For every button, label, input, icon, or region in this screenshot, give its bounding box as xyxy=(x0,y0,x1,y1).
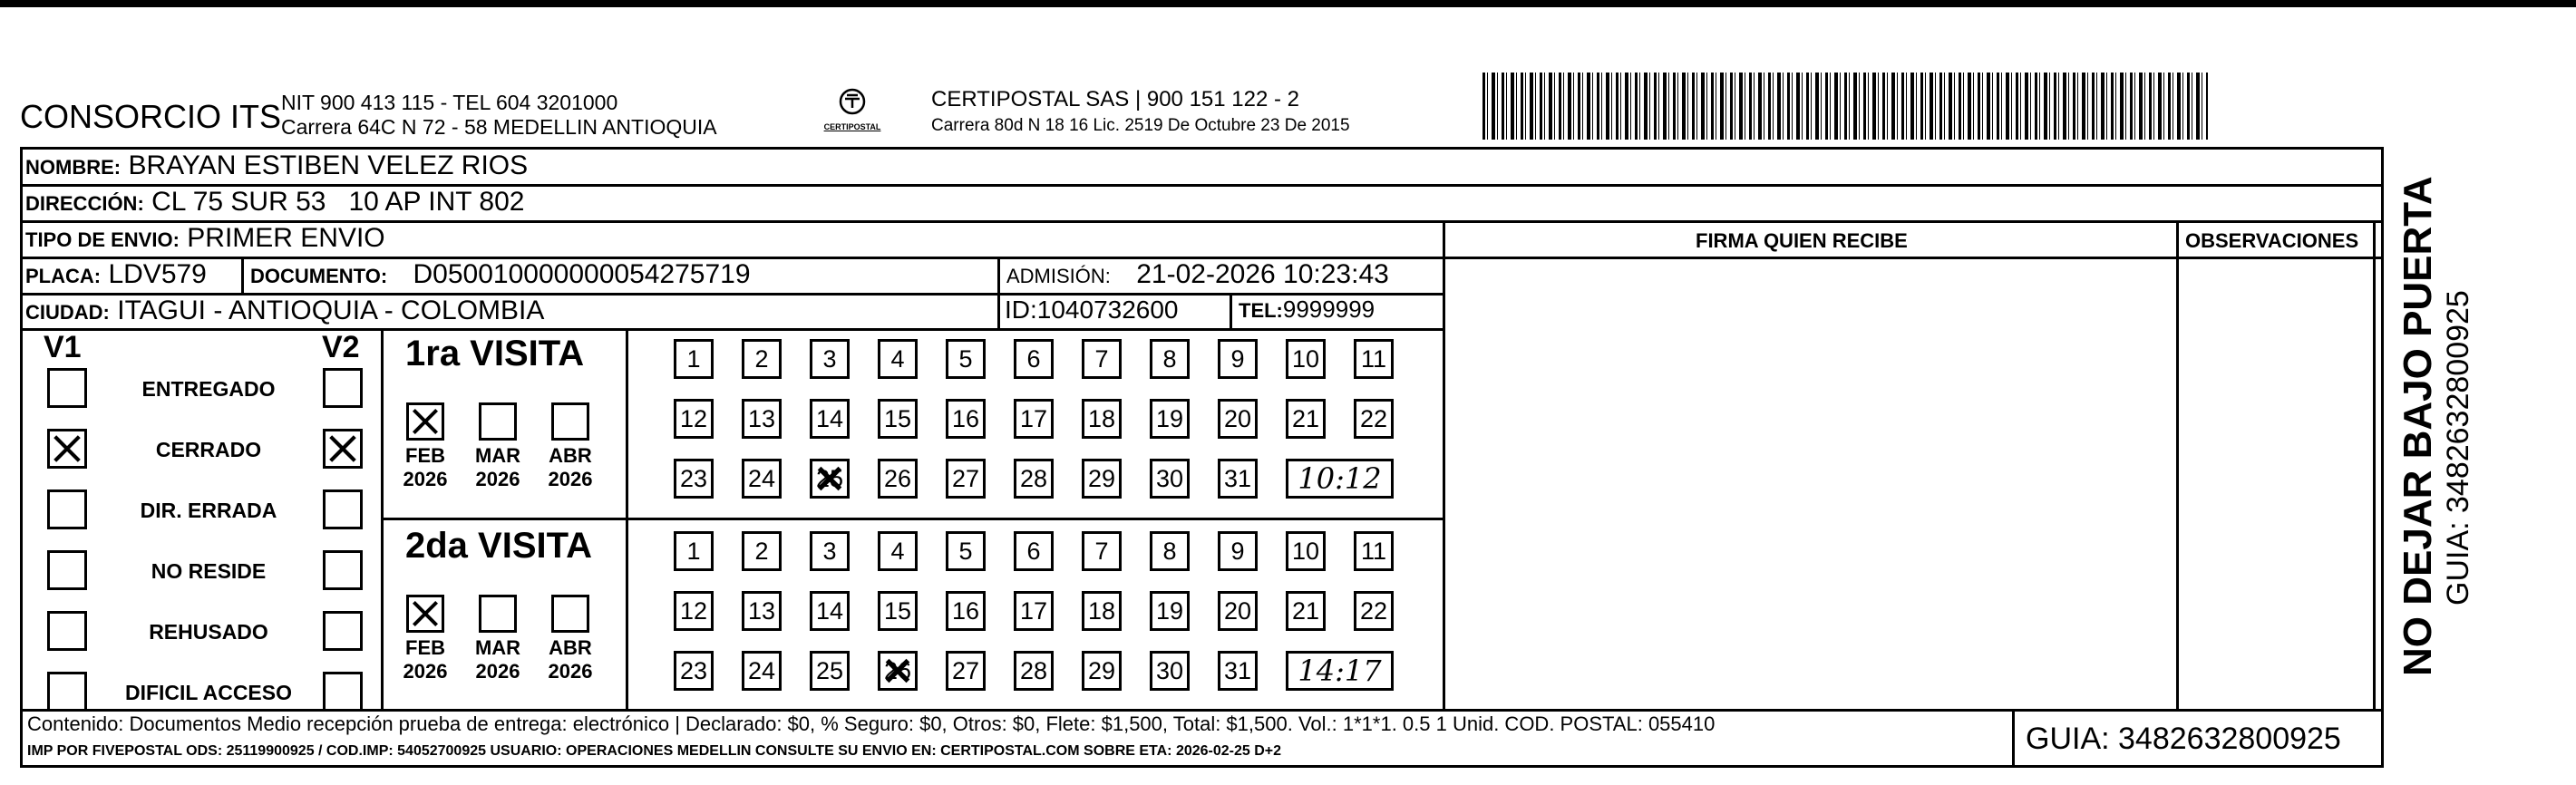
day-box[interactable]: 20 xyxy=(1218,591,1258,631)
day-box[interactable]: 8 xyxy=(1150,531,1190,571)
day-box[interactable]: 29 xyxy=(1082,651,1122,691)
month-label xyxy=(539,636,602,683)
day-box[interactable]: 29 xyxy=(1082,459,1122,499)
month-year: 2026 xyxy=(475,660,520,683)
logo-icon xyxy=(834,87,870,118)
day-box[interactable]: 16 xyxy=(946,399,986,439)
day-box[interactable]: 18 xyxy=(1082,591,1122,631)
nit-line: NIT 900 413 115 - TEL 604 3201000 xyxy=(281,91,618,114)
tel-row xyxy=(1239,296,1375,324)
month-name: ABR xyxy=(549,636,592,659)
status-label: REHUSADO xyxy=(149,620,268,644)
day-box[interactable]: 2 xyxy=(742,531,782,571)
tipo-row xyxy=(25,223,385,254)
day-box[interactable]: 27 xyxy=(946,651,986,691)
day-box[interactable]: 1 xyxy=(674,339,714,379)
tipo-value: PRIMER ENVIO xyxy=(187,223,385,253)
day-box[interactable]: 6 xyxy=(1014,531,1054,571)
placa-label: PLACA: xyxy=(25,265,102,287)
v1-checkbox[interactable] xyxy=(47,489,87,529)
certi-line2: Carrera 80d N 18 16 Lic. 2519 De Octubre 23 De 2015 xyxy=(931,116,1350,135)
nombre-value: BRAYAN ESTIBEN VELEZ RIOS xyxy=(128,150,529,180)
rule xyxy=(2373,220,2376,709)
day-box[interactable]: 12 xyxy=(674,399,714,439)
status-label: NO RESIDE xyxy=(151,559,267,583)
month-name: FEB xyxy=(405,444,445,467)
day-box[interactable]: 25 xyxy=(810,459,850,499)
day-box[interactable]: 27 xyxy=(946,459,986,499)
month-year: 2026 xyxy=(548,660,593,683)
day-box[interactable]: 10 xyxy=(1286,531,1326,571)
day-box[interactable]: 14 xyxy=(810,591,850,631)
day-box[interactable]: 26 xyxy=(878,651,918,691)
documento-label: DOCUMENTO: xyxy=(250,265,388,287)
tipo-label: TIPO DE ENVIO: xyxy=(25,228,180,251)
direccion-row xyxy=(25,187,524,218)
day-box[interactable]: 7 xyxy=(1082,339,1122,379)
month-name: ABR xyxy=(549,444,592,467)
day-box[interactable]: 11 xyxy=(1354,531,1394,571)
side-guia: GUIA: 3482632800925 xyxy=(2441,290,2475,606)
day-box[interactable]: 28 xyxy=(1014,651,1054,691)
nombre-label: NOMBRE: xyxy=(25,156,122,179)
status-label: ENTREGADO xyxy=(141,377,276,401)
month-checkbox[interactable] xyxy=(551,402,589,441)
company-info xyxy=(281,91,717,140)
rule xyxy=(1442,257,2384,259)
day-box[interactable]: 30 xyxy=(1150,651,1190,691)
day-box[interactable]: 1 xyxy=(674,531,714,571)
month-checkbox[interactable] xyxy=(479,595,517,633)
month-name: MAR xyxy=(474,636,521,659)
day-box[interactable]: 4 xyxy=(878,531,918,571)
ciudad-value: ITAGUI - ANTIOQUIA - COLOMBIA xyxy=(117,296,545,325)
v2-checkbox[interactable] xyxy=(323,368,363,408)
certipostal-logo xyxy=(812,87,893,131)
day-box[interactable]: 7 xyxy=(1082,531,1122,571)
day-box[interactable]: 4 xyxy=(878,339,918,379)
month-label xyxy=(466,636,530,683)
day-box[interactable]: 17 xyxy=(1014,399,1054,439)
footer-line2: IMP POR FIVEPOSTAL ODS: 25119900925 / COD.IMP: 54052700925 USUARIO: OPERACIONES MEDELLIN CONSULTE SU ENVIO EN: CERTIPOSTAL.COM SOBRE ETA: 2026-02-25 D+2 xyxy=(27,743,1282,759)
day-box[interactable]: 19 xyxy=(1150,399,1190,439)
day-box[interactable]: 31 xyxy=(1218,651,1258,691)
admision-row xyxy=(1006,259,1389,290)
observaciones-header: OBSERVACIONES xyxy=(2185,229,2359,252)
day-box[interactable]: 3 xyxy=(810,531,850,571)
month-checkbox[interactable] xyxy=(406,595,444,633)
visit-title: 1ra VISITA xyxy=(405,334,585,373)
id-label: ID: xyxy=(1005,296,1037,324)
direccion-label: DIRECCIÓN: xyxy=(25,192,144,215)
day-box[interactable]: 21 xyxy=(1286,591,1326,631)
documento-value: D050010000000054275719 xyxy=(413,259,751,289)
day-box[interactable]: 17 xyxy=(1014,591,1054,631)
barcode xyxy=(1482,73,2208,140)
admision-label: ADMISIÓN: xyxy=(1006,265,1111,287)
rule xyxy=(20,328,1445,331)
month-checkbox[interactable] xyxy=(406,402,444,441)
v1-checkbox[interactable] xyxy=(47,550,87,590)
day-box[interactable]: 26 xyxy=(878,459,918,499)
v2-checkbox[interactable] xyxy=(323,672,363,712)
rule xyxy=(381,518,1444,520)
day-box[interactable]: 8 xyxy=(1150,339,1190,379)
logo-text: CERTIPOSTAL xyxy=(823,122,881,131)
month-year: 2026 xyxy=(403,468,448,490)
day-box[interactable]: 5 xyxy=(946,531,986,571)
day-box[interactable]: 22 xyxy=(1354,399,1394,439)
month-year: 2026 xyxy=(403,660,448,683)
footer-guia: GUIA: 3482632800925 xyxy=(2026,722,2341,756)
v1-checkbox[interactable] xyxy=(47,429,87,469)
day-box[interactable]: 16 xyxy=(946,591,986,631)
day-box[interactable]: 13 xyxy=(742,591,782,631)
footer-line1: Contenido: Documentos Medio recepción prueba de entrega: electrónico | Declarado: $0, % Seguro: $0, Otros: $0, Flete: $1,500, Total: $1,500. Vol.: 1*1*1. 0.5 1 Unid. COD. POSTAL: 055410 xyxy=(27,712,1716,735)
address-line: Carrera 64C N 72 - 58 MEDELLIN ANTIOQUIA xyxy=(281,115,717,139)
month-name: MAR xyxy=(474,444,521,467)
ciudad-row xyxy=(25,296,544,326)
day-box[interactable]: 28 xyxy=(1014,459,1054,499)
id-row xyxy=(1005,296,1179,325)
v2-checkbox[interactable] xyxy=(323,429,363,469)
rule xyxy=(2176,220,2179,709)
month-checkbox[interactable] xyxy=(551,595,589,633)
placa-row xyxy=(25,259,207,290)
month-label xyxy=(394,636,457,683)
day-box[interactable]: 24 xyxy=(742,651,782,691)
documento-row xyxy=(250,259,751,290)
day-box[interactable]: 11 xyxy=(1354,339,1394,379)
status-label: CERRADO xyxy=(155,438,262,461)
month-label xyxy=(466,444,530,491)
month-label xyxy=(539,444,602,491)
direccion-value: CL 75 SUR 53 10 AP INT 802 xyxy=(151,187,525,217)
v2-checkbox[interactable] xyxy=(323,550,363,590)
day-box[interactable]: 13 xyxy=(742,399,782,439)
rule xyxy=(20,709,2384,712)
month-label xyxy=(394,444,457,491)
v1-label: V1 xyxy=(44,330,82,364)
rule xyxy=(997,257,1000,328)
day-box[interactable]: 5 xyxy=(946,339,986,379)
visit-title: 2da VISITA xyxy=(405,526,592,566)
status-label: DIFICIL ACCESO xyxy=(124,681,292,704)
month-year: 2026 xyxy=(475,468,520,490)
v1-checkbox[interactable] xyxy=(47,368,87,408)
day-box[interactable]: 10 xyxy=(1286,339,1326,379)
top-border xyxy=(0,0,2576,7)
side-warning: NO DEJAR BAJO PUERTA xyxy=(2396,176,2440,676)
day-box[interactable]: 25 xyxy=(810,651,850,691)
certipostal-info xyxy=(931,87,1350,136)
day-box[interactable]: 21 xyxy=(1286,399,1326,439)
day-box[interactable]: 22 xyxy=(1354,591,1394,631)
month-year: 2026 xyxy=(548,468,593,490)
day-box[interactable]: 19 xyxy=(1150,591,1190,631)
day-box[interactable]: 15 xyxy=(878,399,918,439)
day-box[interactable]: 15 xyxy=(878,591,918,631)
visit-time[interactable]: 14:17 xyxy=(1286,651,1394,691)
id-value: 1040732600 xyxy=(1036,296,1179,324)
certi-line1: CERTIPOSTAL SAS | 900 151 122 - 2 xyxy=(931,87,1299,111)
day-box[interactable]: 31 xyxy=(1218,459,1258,499)
v2-checkbox[interactable] xyxy=(323,611,363,651)
status-label: DIR. ERRADA xyxy=(140,499,277,522)
rule xyxy=(1230,294,1232,328)
ciudad-label: CIUDAD: xyxy=(25,301,110,324)
day-box[interactable]: 18 xyxy=(1082,399,1122,439)
company-name: CONSORCIO ITS xyxy=(20,98,282,135)
day-box[interactable]: 23 xyxy=(674,651,714,691)
v1-checkbox[interactable] xyxy=(47,611,87,651)
tel-value: 9999999 xyxy=(1282,296,1375,323)
day-box[interactable]: 24 xyxy=(742,459,782,499)
day-box[interactable]: 6 xyxy=(1014,339,1054,379)
v2-checkbox[interactable] xyxy=(323,489,363,529)
day-box[interactable]: 12 xyxy=(674,591,714,631)
v1-checkbox[interactable] xyxy=(47,672,87,712)
rule xyxy=(241,257,244,294)
admision-value: 21-02-2026 10:23:43 xyxy=(1136,259,1389,289)
tel-label: TEL: xyxy=(1239,299,1283,322)
day-box[interactable]: 30 xyxy=(1150,459,1190,499)
month-name: FEB xyxy=(405,636,445,659)
month-checkbox[interactable] xyxy=(479,402,517,441)
day-box[interactable]: 9 xyxy=(1218,339,1258,379)
day-box[interactable]: 2 xyxy=(742,339,782,379)
rule xyxy=(1443,220,1445,709)
placa-value: LDV579 xyxy=(108,259,207,289)
day-box[interactable]: 3 xyxy=(810,339,850,379)
v2-label: V2 xyxy=(322,330,360,364)
day-box[interactable]: 14 xyxy=(810,399,850,439)
day-box[interactable]: 9 xyxy=(1218,531,1258,571)
day-box[interactable]: 20 xyxy=(1218,399,1258,439)
firma-header: FIRMA QUIEN RECIBE xyxy=(1696,229,1908,252)
visit-time[interactable]: 10:12 xyxy=(1286,459,1394,499)
nombre-row xyxy=(25,150,528,181)
day-box[interactable]: 23 xyxy=(674,459,714,499)
rule xyxy=(2012,709,2015,768)
